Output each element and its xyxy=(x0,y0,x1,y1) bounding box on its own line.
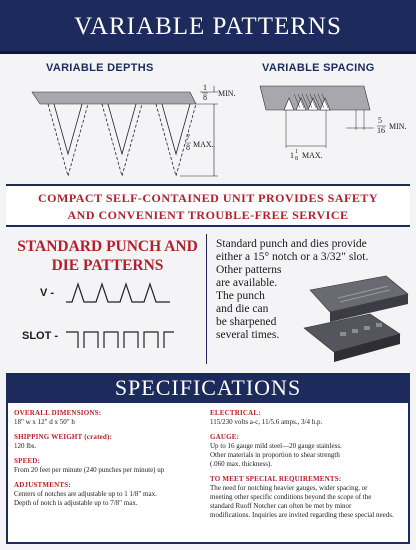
spec-heading: SHIPPING WEIGHT (crated): xyxy=(14,433,113,441)
desc-line: are available. xyxy=(216,277,278,289)
spec-value: Other materials in proportion to shear strength xyxy=(210,451,340,459)
spec-column-right xyxy=(210,409,406,526)
spec-column-left xyxy=(14,409,209,514)
desc-line: several times. xyxy=(216,329,280,341)
header-title: VARIABLE PATTERNS xyxy=(0,0,416,54)
depth-min-label: MIN. xyxy=(218,89,236,98)
specifications-title: SPECIFICATIONS xyxy=(6,373,410,403)
spec-heading: OVERALL DIMENSIONS: xyxy=(14,409,102,417)
desc-line: The punch xyxy=(216,290,265,302)
depth-max-den: 8 xyxy=(186,143,190,152)
spec-value: modifications. Inquiries are invited regarding these special needs. xyxy=(210,511,394,519)
desc-line: and die can xyxy=(216,303,269,315)
spec-heading: TO MEET SPECIAL REQUIREMENTS: xyxy=(210,475,342,483)
spec-value: From 20 feet per minute (240 punches per minute) up xyxy=(14,466,165,474)
desc-line: be sharpened xyxy=(216,316,277,328)
spec-value: Depth of notch is adjustable up to 7/8" max. xyxy=(14,499,138,507)
depth-min-num: 1 xyxy=(203,83,207,92)
spec-value: meeting other specific conditions beyond the scope of the xyxy=(210,493,372,501)
spec-value: standard Ruoff Notcher can often be met by minor xyxy=(210,502,352,510)
safety-banner xyxy=(6,184,410,227)
depth-min-den: 8 xyxy=(203,93,207,102)
standard-patterns-title xyxy=(10,237,205,275)
standard-title-line-2: DIE PATTERNS xyxy=(51,257,164,274)
banner-line-1: COMPACT SELF-CONTAINED UNIT PROVIDES SAFETY xyxy=(38,191,378,205)
spacing-max-whole: 1 xyxy=(290,151,294,160)
desc-line: Other patterns xyxy=(216,264,282,276)
spec-value: 120 lbs. xyxy=(14,442,37,450)
variable-spacing-title: VARIABLE SPACING xyxy=(262,62,375,74)
spec-value: Up to 16 gauge mild steel—20 gauge stainless. xyxy=(210,442,342,450)
slot-pattern-label: SLOT - xyxy=(22,330,59,342)
slot-pattern-drawing xyxy=(62,326,182,350)
desc-line: Standard punch and dies provide xyxy=(216,238,367,250)
variable-depths-title: VARIABLE DEPTHS xyxy=(46,62,154,74)
spacing-min-num: 5 xyxy=(378,116,382,125)
spec-heading: ADJUSTMENTS: xyxy=(14,481,71,489)
depth-max-num: 7 xyxy=(186,133,190,142)
spec-value: 18" w x 12" d x 50" h xyxy=(14,418,75,426)
spec-value: (.060 max. thickness). xyxy=(210,460,273,468)
standard-title-line-1: STANDARD PUNCH AND xyxy=(17,238,198,255)
desc-line: either a 15° notch or a 3/32" slot. xyxy=(216,251,369,263)
spec-heading: ELECTRICAL: xyxy=(210,409,261,417)
spec-value: 115/230 volts a-c, 11/5.6 amps., 3/4 h.p. xyxy=(210,418,323,426)
variable-depths-diagram xyxy=(30,83,236,180)
spacing-min-den: 16 xyxy=(377,126,385,135)
punch-and-die-photo xyxy=(300,272,412,364)
spec-heading: SPEED: xyxy=(14,457,41,465)
spec-value: Centers of notches are adjustable up to 1 1/8" max. xyxy=(14,490,157,498)
spec-heading: GAUGE: xyxy=(210,433,240,441)
spacing-max-label: MAX. xyxy=(302,151,323,160)
spacing-min-label: MIN. xyxy=(389,122,407,131)
specifications-box xyxy=(6,403,410,544)
spacing-max-den: 8 xyxy=(295,156,298,162)
variable-spacing-diagram xyxy=(256,84,406,164)
spec-value: The need for notching heavier gauges, wider spacing, or xyxy=(210,484,368,492)
spacing-max-num: 1 xyxy=(295,149,298,155)
v-pattern-drawing xyxy=(62,280,182,304)
banner-line-2: AND CONVENIENT TROUBLE-FREE SERVICE xyxy=(67,208,349,222)
v-pattern-label: V - xyxy=(40,287,55,299)
depth-max-label: MAX. xyxy=(193,140,214,149)
section-divider xyxy=(206,234,207,364)
